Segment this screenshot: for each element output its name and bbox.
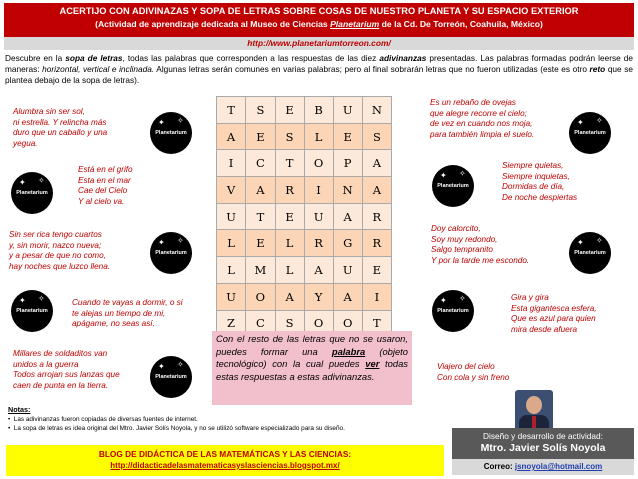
planetarium-logo-icon: ✦ ✧ Planetarium — [150, 232, 192, 274]
grid-cell: L — [217, 230, 246, 257]
grid-cell: T — [275, 150, 304, 177]
grid-row — [217, 230, 392, 257]
grid-cell: E — [246, 123, 276, 150]
grid-cell: L — [217, 257, 246, 284]
grid-cell: R — [362, 203, 391, 230]
grid-cell: C — [246, 310, 276, 337]
grid-cell: U — [217, 203, 246, 230]
grid-cell: S — [275, 310, 304, 337]
planetarium-logo-icon: ✦ ✧ Planetarium — [11, 172, 53, 214]
grid-cell: I — [362, 283, 391, 310]
grid-row — [217, 97, 392, 124]
grid-cell: I — [217, 150, 246, 177]
grid-cell: P — [333, 150, 362, 177]
word-search-grid — [216, 96, 392, 337]
riddle-1: Alumbra sin ser sol, ni estrella. Y relincha más duro que un caballo y una yegua. — [13, 107, 108, 148]
grid-cell: U — [333, 257, 362, 284]
grid-cell: C — [246, 150, 276, 177]
planetarium-logo-icon: ✦ ✧ Planetarium — [150, 112, 192, 154]
riddle-9: Gira y gira Esta gigantesca esfera, Que es azul para quien mira desde afuera — [511, 293, 597, 334]
note-1: Las adivinanzas fueron copiadas de diversas fuentes de internet. — [13, 416, 198, 423]
design-credit — [452, 428, 634, 459]
grid-cell: L — [275, 257, 304, 284]
grid-cell: A — [333, 283, 362, 310]
email-link[interactable]: jsnoyola@hotmail.com — [514, 462, 603, 471]
page-title: ACERTIJO CON ADIVINAZAS Y SOPA DE LETRAS SOBRE COSAS DE NUESTRO PLANETA Y SU ESPACIO EXTERIOR — [59, 6, 579, 16]
grid-row — [217, 283, 392, 310]
notes-title: Notas: — [8, 405, 31, 414]
planetarium-logo-icon: ✦ ✧ Planetarium — [11, 290, 53, 332]
grid-cell: E — [333, 123, 362, 150]
grid-cell: A — [246, 177, 276, 204]
email-credit: Correo: jsnoyola@hotmail.com — [452, 459, 634, 475]
author-name: Mtro. Javier Solís Noyola — [480, 442, 606, 454]
author-photo — [515, 390, 553, 432]
grid-cell: A — [275, 283, 304, 310]
grid-cell: E — [246, 230, 276, 257]
instructions: Descubre en la sopa de letras, todas las palabras que corresponden a las respuestas de las diez adivinanzas presentadas. Las palabras formadas podrán leerse de maneras: horizontal, vertical e inclinada. Algunas letras serán comunes en varias palabras; pero al final sobrarán letras que no fueron utilizadas (este es otro reto que se plantea debajo de la sopa de letras). — [5, 53, 634, 85]
page-subtitle: (Actividad de aprendizaje dedicada al Museo de Ciencias Planetarium de la Cd. De Torreón, Coahuila, México) — [95, 19, 543, 29]
grid-cell: A — [304, 257, 333, 284]
grid-cell: A — [362, 150, 391, 177]
riddle-6: Es un rebaño de ovejas que alegre recorre el cielo; de vez en cuando nos moja, para también limpia el suelo. — [430, 98, 535, 139]
grid-cell: O — [304, 310, 333, 337]
grid-cell: T — [362, 310, 391, 337]
grid-cell: A — [217, 123, 246, 150]
note-2: La sopa de letras es idea original del Mtro. Javier Solís Noyola, y no se utilizó software especializado para su diseño. — [13, 425, 345, 432]
grid-cell: O — [246, 283, 276, 310]
riddle-3: Sin ser rica tengo cuartos y, sin morir, nazco nueva; y a pesar de que no como, hay noches que luzco llena. — [9, 230, 111, 271]
grid-cell: S — [362, 123, 391, 150]
grid-cell: G — [333, 230, 362, 257]
challenge-box: Con el resto de las letras que no se usaron, puedes formar una palabra (objeto tecnológico) con la cual puedes ver todas estas respuestas a estas adivinanzas. — [212, 331, 412, 405]
blog-title: BLOG DE DIDÁCTICA DE LAS MATEMÁTICAS Y LAS CIENCIAS: — [98, 449, 352, 459]
grid-row — [217, 123, 392, 150]
grid-cell: N — [333, 177, 362, 204]
grid-cell: U — [333, 97, 362, 124]
grid-cell: T — [217, 97, 246, 124]
grid-cell: T — [246, 203, 276, 230]
planetarium-logo-icon: ✦ ✧ Planetarium — [432, 165, 474, 207]
riddle-5: Millares de soldaditos van unidos a la guerra Todos arrojan sus lanzas que caen de punta en la tierra. — [13, 349, 120, 390]
grid-cell: Y — [304, 283, 333, 310]
grid-row — [217, 177, 392, 204]
grid-cell: A — [362, 177, 391, 204]
riddle-2: Está en el grifo Esta en el mar Cae del Cielo Y al cielo va. — [78, 165, 133, 206]
grid-cell: U — [304, 203, 333, 230]
grid-row — [217, 203, 392, 230]
grid-cell: O — [333, 310, 362, 337]
riddle-7: Siempre quietas, Siempre inquietas, Dormidas de día, De noche despiertas — [502, 161, 578, 202]
blog-banner — [6, 445, 444, 476]
riddle-4: Cuando te vayas a dormir, o si te alejas un tiempo de mi, apágame, no seas así. — [72, 298, 183, 329]
grid-cell: A — [333, 203, 362, 230]
grid-cell: I — [304, 177, 333, 204]
blog-url-link[interactable]: http://didacticadelasmatematicasyslasciencias.blogspot.mx/ — [110, 461, 340, 470]
planetarium-logo-icon: ✦ ✧ Planetarium — [432, 290, 474, 332]
planetarium-logo-icon: ✦ ✧ Planetarium — [569, 112, 611, 154]
grid-cell: N — [362, 97, 391, 124]
grid-cell: L — [304, 123, 333, 150]
design-label: Diseño y desarrollo de actividad: — [483, 431, 603, 441]
planetarium-url-link[interactable]: http://www.planetariumtorreon.com/ — [4, 37, 634, 50]
grid-cell: E — [362, 257, 391, 284]
grid-cell: O — [304, 150, 333, 177]
grid-cell: L — [275, 230, 304, 257]
page-header — [4, 3, 634, 37]
grid-cell: R — [275, 177, 304, 204]
planetarium-logo-icon: ✦ ✧ Planetarium — [569, 232, 611, 274]
planetarium-logo-icon: ✦ ✧ Planetarium — [150, 356, 192, 398]
grid-cell: E — [275, 97, 304, 124]
grid-cell: U — [217, 283, 246, 310]
grid-row — [217, 150, 392, 177]
riddle-10: Viajero del cielo Con cola y sin freno — [437, 362, 510, 382]
grid-cell: E — [275, 203, 304, 230]
notes: Notas: • Las adivinanzas fueron copiadas de diversas fuentes de internet. • La sopa de letras es idea original del Mtro. Javier Solís Noyola, y no se utilizó software especializado para su diseño. — [8, 405, 345, 432]
grid-cell: V — [217, 177, 246, 204]
riddle-8: Doy calorcito, Soy muy redondo, Salgo tempranito Y por la tarde me escondo. — [431, 224, 530, 265]
grid-row — [217, 257, 392, 284]
grid-cell: S — [275, 123, 304, 150]
grid-cell: R — [304, 230, 333, 257]
grid-cell: M — [246, 257, 276, 284]
grid-cell: B — [304, 97, 333, 124]
grid-cell: R — [362, 230, 391, 257]
grid-cell: S — [246, 97, 276, 124]
grid-cell: Z — [217, 310, 246, 337]
